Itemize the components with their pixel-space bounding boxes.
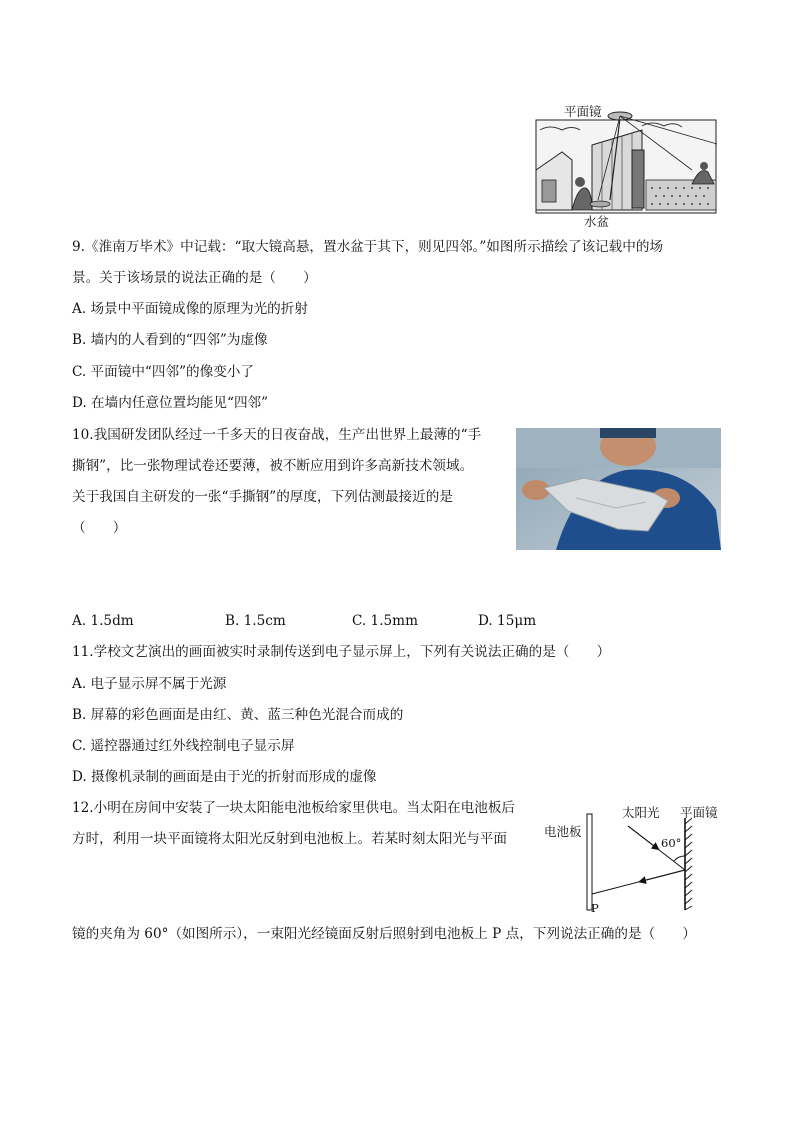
q10-stem-line2: 撕钢”，比一张物理试卷还要薄，被不断应用到许多高新技术领域。 bbox=[72, 458, 474, 474]
q9-option-d: D. 在墙内任意位置均能见“四邻” bbox=[72, 395, 269, 411]
mirror-label: 平面镜 bbox=[564, 104, 602, 119]
q11-option-c: C. 遥控器通过红外线控制电子显示屏 bbox=[72, 738, 295, 754]
point-p-label: P bbox=[591, 901, 599, 915]
mirror-label: 平面镜 bbox=[680, 805, 718, 820]
sunlight-label: 太阳光 bbox=[622, 805, 660, 820]
q10-option-a: A. 1.5dm bbox=[72, 613, 134, 629]
q11-option-d: D. 摄像机录制的画面是由于光的折射而形成的虚像 bbox=[72, 769, 377, 785]
hand-torn-steel-photo bbox=[516, 428, 721, 550]
q11-option-b: B. 屏幕的彩色画面是由红、黄、蓝三种色光混合而成的 bbox=[72, 707, 404, 723]
q10-stem-line1: 10.我国研发团队经过一千多天的日夜奋战，生产出世界上最薄的“手 bbox=[72, 427, 482, 443]
q10-stem-line3: 关于我国自主研发的一张“手撕钢”的厚度，下列估测最接近的是 bbox=[72, 489, 453, 505]
q11-stem: 11.学校文艺演出的画面被实时录制传送到电子显示屏上，下列有关说法正确的是（ ） bbox=[72, 644, 611, 660]
q9-option-c: C. 平面镜中“四邻”的像变小了 bbox=[72, 364, 254, 380]
q10-option-b: B. 1.5cm bbox=[225, 613, 286, 629]
q9-option-b: B. 墙内的人看到的“四邻”为虚像 bbox=[72, 332, 268, 348]
q11-option-a: A. 电子显示屏不属于光源 bbox=[72, 676, 227, 692]
q12-stem-line3: 镜的夹角为 60°（如图所示），一束阳光经镜面反射后照射到电池板上 P 点，下列说法正确的是（ ） bbox=[72, 926, 696, 942]
mirror-basin-illustration bbox=[532, 100, 722, 228]
q10-stem-line4: （ ） bbox=[72, 520, 127, 536]
q12-stem-line2: 方时，利用一块平面镜将太阳光反射到电池板上。若某时刻太阳光与平面 bbox=[72, 831, 507, 847]
q10-photo bbox=[516, 428, 721, 550]
q12-figure bbox=[540, 798, 725, 916]
q9-option-a: A. 场景中平面镜成像的原理为光的折射 bbox=[72, 301, 308, 317]
q10-option-d: D. 15μm bbox=[478, 613, 537, 629]
q12-stem-line1: 12.小明在房间中安装了一块太阳能电池板给家里供电。当太阳在电池板后 bbox=[72, 800, 516, 816]
panel-label: 电池板 bbox=[544, 824, 582, 839]
q9-figure bbox=[532, 100, 722, 228]
basin-label: 水盆 bbox=[584, 214, 610, 229]
q9-stem-line2: 景。关于该场景的说法正确的是（ ） bbox=[72, 270, 317, 286]
q9-stem-line1: 9.《淮南万毕术》中记载：“取大镜高悬，置水盆于其下，则见四邻。”如图所示描绘了该记载中的场 bbox=[72, 239, 664, 255]
angle-label: 60° bbox=[661, 836, 682, 850]
q10-option-c: C. 1.5mm bbox=[352, 613, 418, 629]
